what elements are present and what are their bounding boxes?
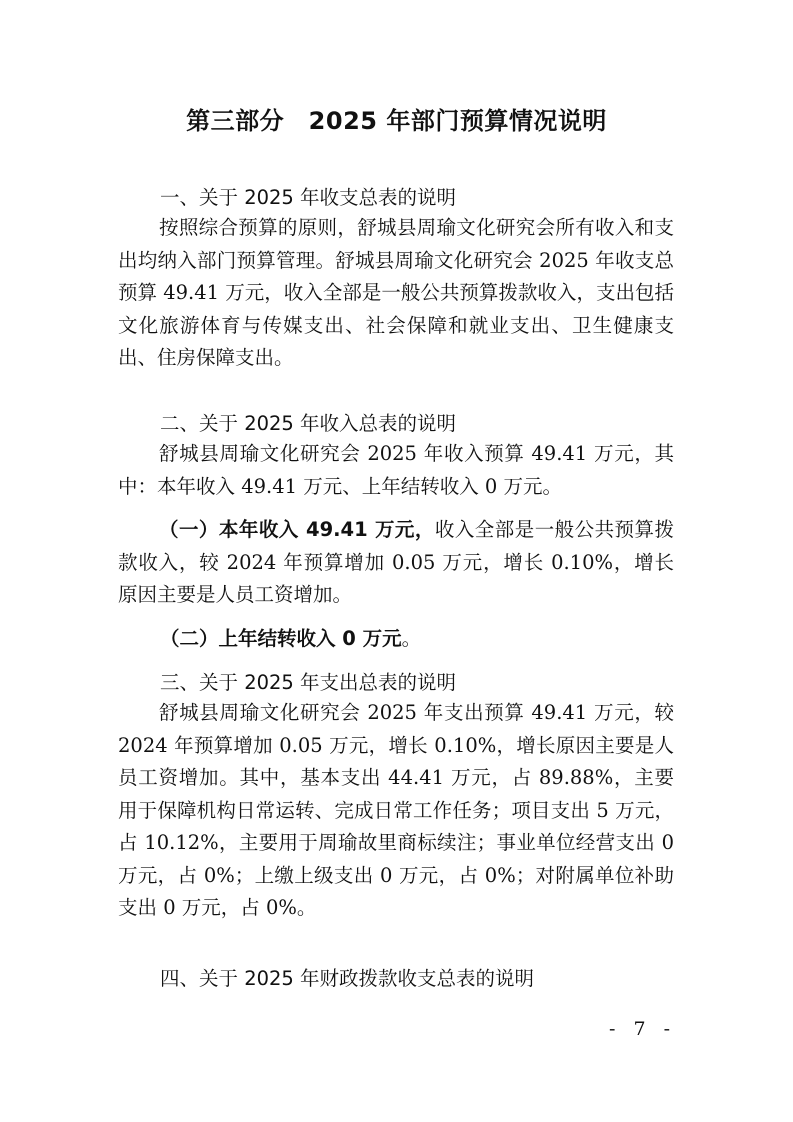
subsection-current-year-income xyxy=(118,514,674,612)
subsection-carryover-income xyxy=(160,623,421,651)
subsection-2-heading: （二）上年结转收入 0 万元 xyxy=(160,627,402,650)
page-title: 第三部分 2025 年部门预算情况说明 xyxy=(186,107,607,135)
page-number: - 7 - xyxy=(608,1018,676,1040)
subsection-1-text: 收入全部是一般公共预算拨款收入，较 2024 年预算增加 0.05 万元，增长 0.10%，增长原因主要是人员工资增加。 xyxy=(118,518,674,606)
section-paragraph-1: 按照综合预算的原则，舒城县周瑜文化研究会所有收入和支出均纳入部门预算管理。舒城县周瑜文化研究会 2025 年收支总预算 49.41 万元，收入全部是一般公共预算拨款收入，支出包括文化旅游体育与传媒支出、社会保障和就业支出、卫生健康支出、住房保障支出。 xyxy=(118,216,674,369)
subsection-1-heading: （一）本年收入 49.41 万元， xyxy=(159,518,435,541)
section-heading-2: 二、关于 2025 年收入总表的说明 xyxy=(160,412,457,435)
section-heading-1: 一、关于 2025 年收支总表的说明 xyxy=(160,186,457,209)
section-heading-4: 四、关于 2025 年财政拨款收支总表的说明 xyxy=(160,967,535,990)
section-paragraph-2: 舒城县周瑜文化研究会 2025 年收入预算 49.41 万元，其中：本年收入 49.41 万元、上年结转收入 0 万元。 xyxy=(118,442,674,498)
section-heading-3: 三、关于 2025 年支出总表的说明 xyxy=(160,671,457,694)
section-paragraph-3: 舒城县周瑜文化研究会 2025 年支出预算 49.41 万元，较 2024 年预算增加 0.05 万元，增长 0.10%，增长原因主要是人员工资增加。其中，基本支出 44.41 万元，占 89.88%，主要用于保障机构日常运转、完成日常工作任务；项目支出 5 万元，占 10.12%，主要用于周瑜故里商标续注；事业单位经营支出 0 万元，占 0%；上缴上级支出 0 万元，占 0%；对附属单位补助支出 0 万元，占 0%。 xyxy=(118,701,674,919)
subsection-2-text: 。 xyxy=(401,627,422,650)
